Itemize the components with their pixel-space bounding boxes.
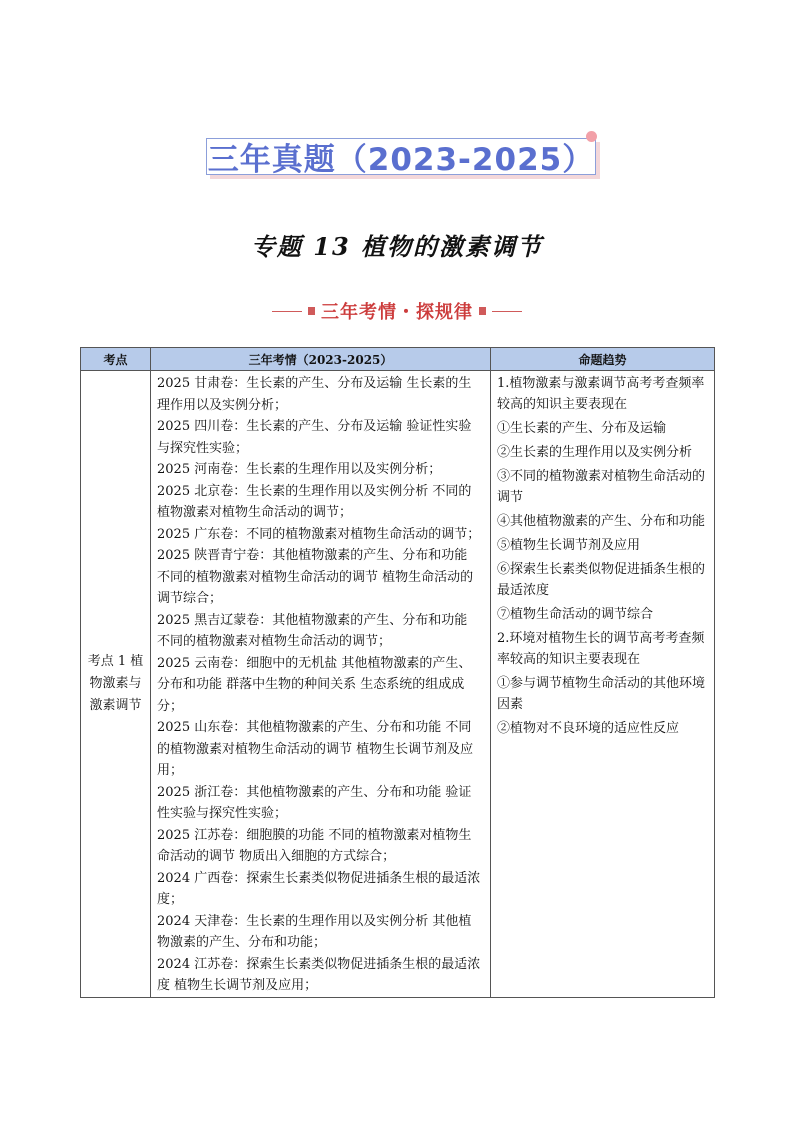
banner-dot: [586, 131, 597, 142]
list-item: 2025 山东卷：其他植物激素的产生、分布和功能 不同的植物激素对植物生命活动的调节 植物生长调节剂及应用；: [157, 720, 474, 778]
right-rule: [492, 311, 522, 312]
list-item: 2025 云南卷：细胞中的无机盐 其他植物激素的产生、分布和功能 群落中生物的种间关系 生态系统的组成成分；: [157, 655, 472, 714]
list-item: 2025 广东卷：不同的植物激素对植物生命活动的调节；: [157, 526, 481, 542]
list-item: 2024 天津卷：生长素的生理作用以及实例分析 其他植物激素的产生、分布和功能；: [157, 913, 472, 950]
list-item: 2025 黑吉辽蒙卷：其他植物激素的产生、分布和功能 不同的植物激素对植物生命活动的调节；: [157, 612, 468, 649]
section-title: 三年考情・探规律: [321, 302, 473, 323]
list-item: ①生长素的产生、分布及运输: [497, 421, 667, 436]
list-item: 2025 江苏卷：细胞膜的功能 不同的植物激素对植物生命活动的调节 物质出入细胞的方式综合；: [157, 827, 472, 864]
section-heading: [0, 298, 794, 324]
header-topic: 考点: [81, 348, 151, 371]
list-item: 2025 河南卷：生长素的生理作用以及实例分析；: [157, 462, 442, 477]
list-item: 2025 陕晋青宁卷：其他植物激素的产生、分布和功能 不同的植物激素对植物生命活动的调节 植物生命活动的调节综合；: [157, 548, 474, 606]
list-item: 2025 浙江卷：其他植物激素的产生、分布和功能 验证性实验与探究性实验；: [157, 784, 472, 821]
trend-list: [491, 371, 714, 739]
exam-cell: [151, 371, 491, 998]
exam-analysis-table: [80, 347, 715, 998]
list-item: ⑥探索生长素类似物促进插条生根的最适浓度: [497, 562, 706, 598]
exam-entries: [151, 371, 490, 997]
list-item: ⑤植物生长调节剂及应用: [497, 538, 641, 553]
trend-cell: [491, 371, 715, 998]
list-item: ④其他植物激素的产生、分布和功能: [497, 514, 706, 529]
left-flag-icon: [308, 307, 315, 315]
topic-label: 考点 1 植物激素与激素调节: [87, 653, 144, 713]
list-item: 2024 广西卷：探索生长素类似物促进插条生根的最适浓度；: [157, 870, 481, 907]
left-rule: [272, 311, 302, 312]
list-item: 2024 江苏卷：探索生长素类似物促进插条生根的最适浓度 植物生长调节剂及应用；: [157, 956, 481, 993]
header-exam-situation: 三年考情（2023-2025）: [151, 348, 491, 371]
list-item: ②生长素的生理作用以及实例分析: [497, 445, 693, 460]
list-item: ②植物对不良环境的适应性反应: [497, 721, 680, 736]
document-title: 专题 13 植物的激素调节: [250, 232, 544, 261]
topic-cell: [81, 371, 151, 998]
banner-title: 三年真题（2023-2025）: [206, 138, 596, 175]
list-item: 1.植物激素与激素调节高考考查频率较高的知识主要表现在: [497, 376, 705, 412]
list-item: 2.环境对植物生长的调节高考考查频率较高的知识主要表现在: [497, 631, 705, 667]
list-item: ⑦植物生命活动的调节综合: [497, 607, 654, 622]
list-item: 2025 甘肃卷：生长素的产生、分布及运输 生长素的生理作用以及实例分析；: [157, 376, 472, 413]
right-flag-icon: [479, 307, 486, 315]
list-item: ③不同的植物激素对植物生命活动的调节: [497, 469, 706, 505]
table-row: [81, 371, 715, 998]
list-item: ①参与调节植物生命活动的其他环境因素: [497, 676, 706, 712]
table-header-row: [81, 348, 715, 371]
header-banner: [206, 138, 598, 178]
list-item: 2025 北京卷：生长素的生理作用以及实例分析 不同的植物激素对植物生命活动的调节；: [157, 483, 472, 520]
header-trend: 命题趋势: [491, 348, 715, 371]
list-item: 2025 四川卷：生长素的产生、分布及运输 验证性实验与探究性实验；: [157, 419, 472, 456]
